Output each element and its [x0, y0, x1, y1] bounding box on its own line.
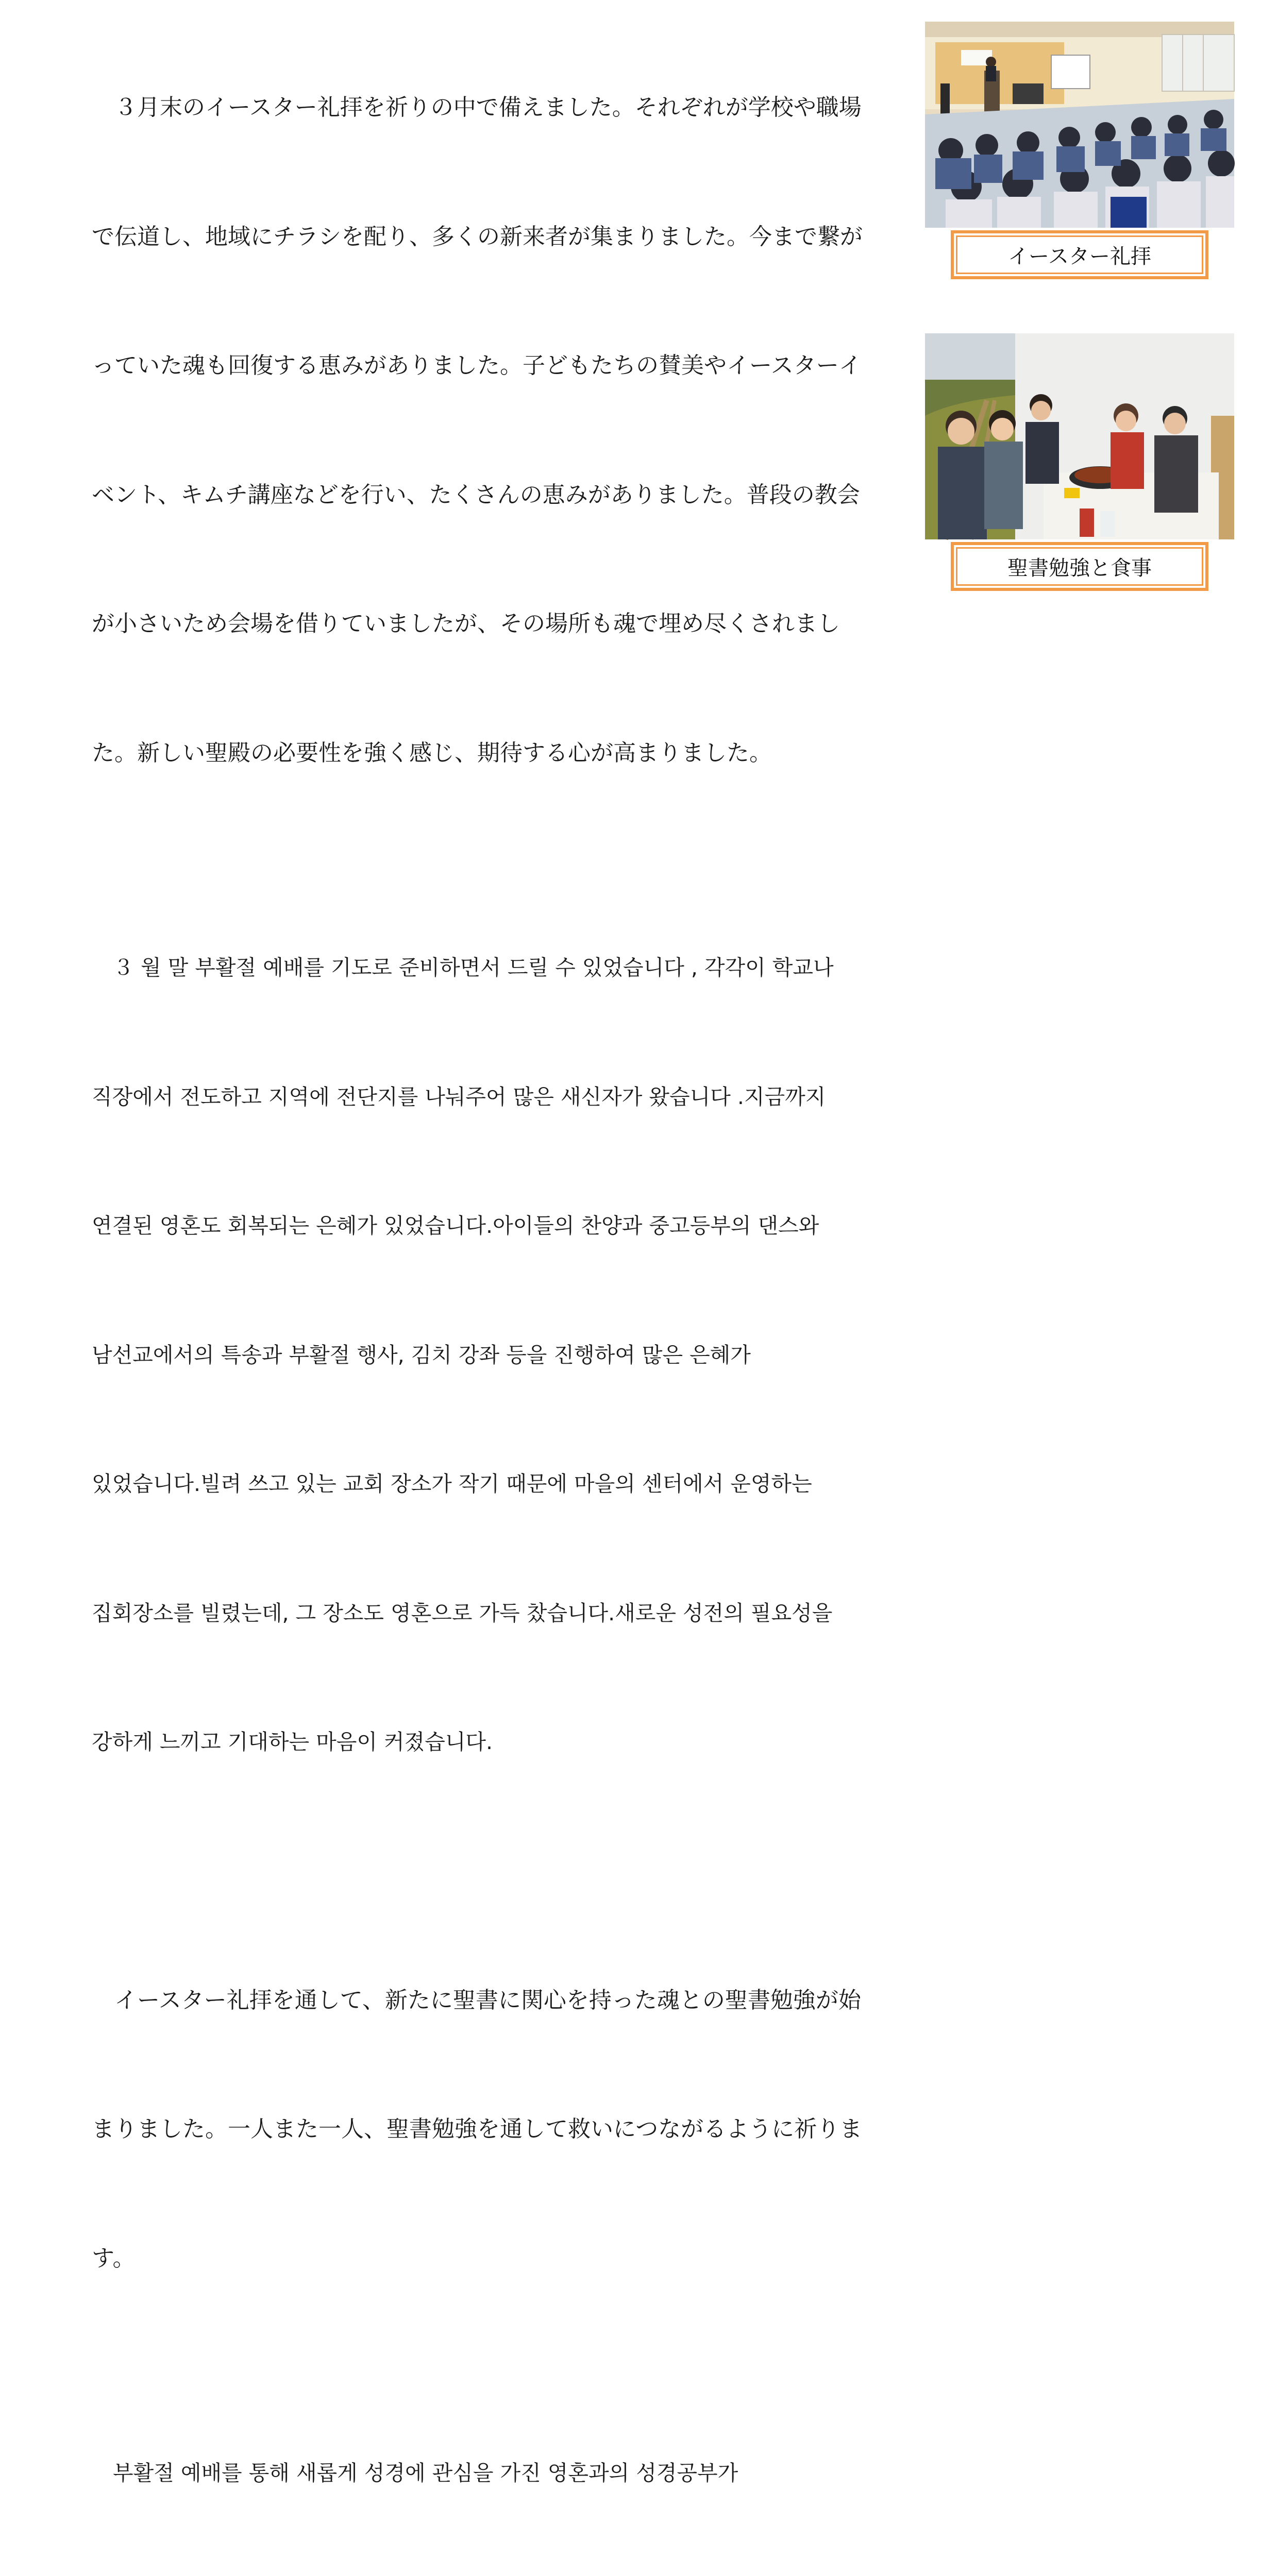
text-line: 연결된 영혼도 회복되는 은혜가 있었습니다.아이들의 찬양과 중고등부의 댄스와: [92, 1213, 819, 1238]
text-line: ３ 월 말 부활절 예배를 기도로 준비하면서 드릴 수 있었습니다 , 각각이 학교나: [92, 955, 834, 980]
text-line: 있었습니다.빌려 쓰고 있는 교회 장소가 작기 때문에 마을의 센터에서 운영하는: [92, 1471, 812, 1496]
photo-block-easter: [925, 22, 1234, 228]
caption-study-box: [951, 542, 1208, 591]
text-line: 직장에서 전도하고 지역에 전단지를 나눠주어 많은 새신자가 왔습니다 .지금까지: [92, 1084, 826, 1109]
photo-easter-worship: [925, 22, 1234, 228]
text-line: まりました。一人また一人、聖書勉強を通して救いにつながるように祈りま: [92, 2116, 863, 2142]
text-line: ３月末のイースター礼拝を祈りの中で備えました。それぞれが学校や職場: [92, 94, 862, 121]
text-line: イースター礼拝を通して、新たに聖書に関心を持った魂との聖書勉強が始: [92, 1987, 861, 2013]
text-line: 남선교에서의 특송과 부활절 행사, 김치 강좌 등을 진행하여 많은 은혜가: [92, 1342, 751, 1367]
photo-block-study: [925, 333, 1234, 539]
text-line: 강하게 느끼고 기대하는 마음이 커졌습니다.: [92, 1730, 493, 1754]
paragraph-bible-study-korean: [92, 2366, 880, 2576]
text-line: 부활절 예배를 통해 새롭게 성경에 관심을 가진 영혼과의 성경공부가: [92, 2461, 738, 2485]
text-line: で伝道し、地域にチラシを配り、多くの新来者が集まりました。今まで繋が: [92, 223, 863, 250]
article-body: [92, 0, 880, 2576]
paragraph-gap: [92, 1850, 880, 1893]
photo-study-illustration: [925, 333, 1234, 539]
text-line: っていた魂も回復する恵みがありました。子どもたちの賛美やイースターイ: [92, 352, 862, 379]
text-line: た。新しい聖殿の必要性を強く感じ、期待する心が高まりました。: [92, 739, 772, 766]
paragraph-easter-korean: [92, 860, 880, 1850]
text-line: 집회장소를 빌렸는데, 그 장소도 영혼으로 가득 찼습니다.새로운 성전의 필요성을: [92, 1600, 833, 1625]
text-line: ベント、キムチ講座などを行い、たくさんの恵みがありました。普段の教会: [92, 481, 860, 508]
text-line: す。: [92, 2245, 136, 2272]
paragraph-bible-study-japanese: [92, 1893, 880, 2366]
caption-study: 聖書勉強と食事: [956, 547, 1203, 586]
paragraph-easter-japanese: [92, 0, 880, 860]
caption-easter: イースター礼拝: [956, 235, 1203, 274]
photo-easter-illustration: [925, 22, 1234, 228]
text-line: が小さいため会場を借りていましたが、その場所も魂で埋め尽くされまし: [92, 611, 840, 637]
caption-easter-box: [951, 230, 1208, 279]
photo-bible-study-meal: [925, 333, 1234, 539]
